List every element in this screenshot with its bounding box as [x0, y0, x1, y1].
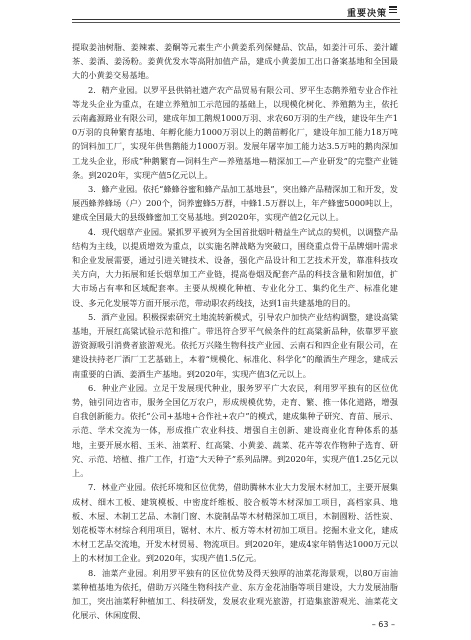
paragraph-forestry-industry-park: 7．林业产业园。依托环境和区位优势，借助腾林木业大力发展木材加工，主要开展集成材、细木工板、建筑模板、中密度纤维板、胶合板等木材深加工项目，高档家具、地板、木屋、木制工艺品、木制门窗、木旋制品等木材精深加工项目，木制圆粉、活性炭、划花板等木材综合利用项目，锯材、木片、板方等木材初加工项目。挖掘木业文化，建成木材工艺品交流地，开发木材贸易、物流项目。到2020年，建成4家年销售达1000万元以上的木材加工企业。到2020年，实现产值1.5亿元。 — [72, 482, 398, 564]
paragraph-seed-industry-park: 6．种业产业园。立足于发展现代种业，服务罗平广大农民，利用罗平独有的区位优势，铀引同边省市，服务全国亿万农户，形成规模优势，走育、繁、推一体化道路，增强自我创新能力。依托“公司+基地+合作社+农户”的模式，建成集种子研究、育苗、展示、示范、学术交流为一体，形成推广农业科技、增强自主创新、建设商业化育种体系的基地，主要开展水稻、玉米、油菜籽、红高粱、小黄姜、蔬菜、花卉等农作物种子选育、研究、示范、培植、推广工作，打造“大天种子”系列品牌。到2020年，实现产值1.25亿元以上。 — [72, 382, 398, 479]
body-text — [72, 40, 398, 622]
paragraph-tobacco-industry-park: 4．现代烟草产业园。紧抓罗平被列为全国首批烟叶精益生产试点的契机，以调整产品结构为主线，以提质增效为重点，以实施名牌战略为突破口，围绕重点骨干品牌烟叶需求和企业发展需要，通过引进关键技术、设备，强化产品设计和工艺技术开发，靠准科技攻关方向，大力拓展和延长烟草加工产业链，提高卷烟及配套产品的科技含量和附加值，扩大市场占有率和区域配套率。主要从规模化种植、专业化分工、集约化生产、标准化建设、多元化发展等方面开展示范，带动职农药线技，达到1亩共建基地的目的。 — [72, 226, 398, 308]
header-rule-secondary — [72, 22, 400, 23]
paragraph-goose-industry-park: 2．精产业园。以罗平县供销社遗产农产品贸易有限公司、罗平生态鹅养殖专业合作社等龙头企业为重点，在建立养殖加工示范园的基础上，以现模化树化、养殖鹅为主，依托云南鑫源路业有限公司，建成年加工鹅规1000万羽、求农60万羽的生产线，建设年生产10万羽的良种繁育基地、年孵化能力1000万羽以上的鹅苗孵化厂，建设年加工能力18万吨的饲料加工厂，实现年供售鹅能力1000万羽。发展年屠宰加工能力达3.5万吨的鹅肉深加工龙头企业，形成“种鹅繁育—饲料生产—养殖基地—精深加工—产业研发”的完整产业链条。到2020年，实现产值5亿元以上。 — [72, 84, 398, 180]
running-head: 重要决策 — [346, 9, 387, 19]
section-mark-icon — [389, 6, 397, 16]
header-rule — [72, 19, 400, 20]
paragraph-rapeseed-industry-park: 8．油菜产业园。利用罗平独有的区位优势及得天独厚的油菜花海景观，以80万亩油菜种植基地为依托，借助万兴隆生物科技产业、东方金花油脂等项目建设，大力发展油脂加工，突出油菜籽种植加工、科技研发，发展农业观光旅游，打造集旅游观光、油菜花文化展示、休闲度假、 — [72, 567, 398, 621]
paragraph-bee-industry-park: 3．蜂产业园。依托“蜂蜂谷蜜和蜂产品加工基地县”，突出蜂产品精深加工和开发，发展西蜂养蜂场（户）200个，饲养蜜蜂5万群，中蜂1.5万群以上，年产蜂蜜5000吨以上，建成全国最大的县级蜂蜜加工交易基地。到2020年，实现产值2亿元以上。 — [72, 184, 398, 223]
page-number: – 63 – — [371, 620, 395, 629]
paragraph-liquor-industry-park: 5．酒产业园。积极探索研究土地流转新模式，引导农户加快产业结构调整，建设高粱基地，开展红高粱试验示范和推广。带迅符合罗平气候条件的红高粱新品种，依靠罗平旅游资源吸引消费者旅游观光。依托万兴隆生物科技产业园、云南石和四企业有限公司，在建设扶持老厂酒厂工艺基础上，本着“规模化、标准化、科学化”的酿酒生产理念，建成云南重要的白酒、姜酒生产基地。到2020年，实现产值3亿元以上。 — [72, 311, 398, 379]
paragraph-continued: 提取姜油树脂、姜辣素、姜酮等元素生产小黄姜系列保健品、饮品，如姜汁可乐、姜汁罐茶、姜酒、姜汤粉。姜黄优发水等高附加值产品，建成小黄姜加工出口备案基地和全国最大的小黄姜交易基地。 — [72, 42, 398, 81]
